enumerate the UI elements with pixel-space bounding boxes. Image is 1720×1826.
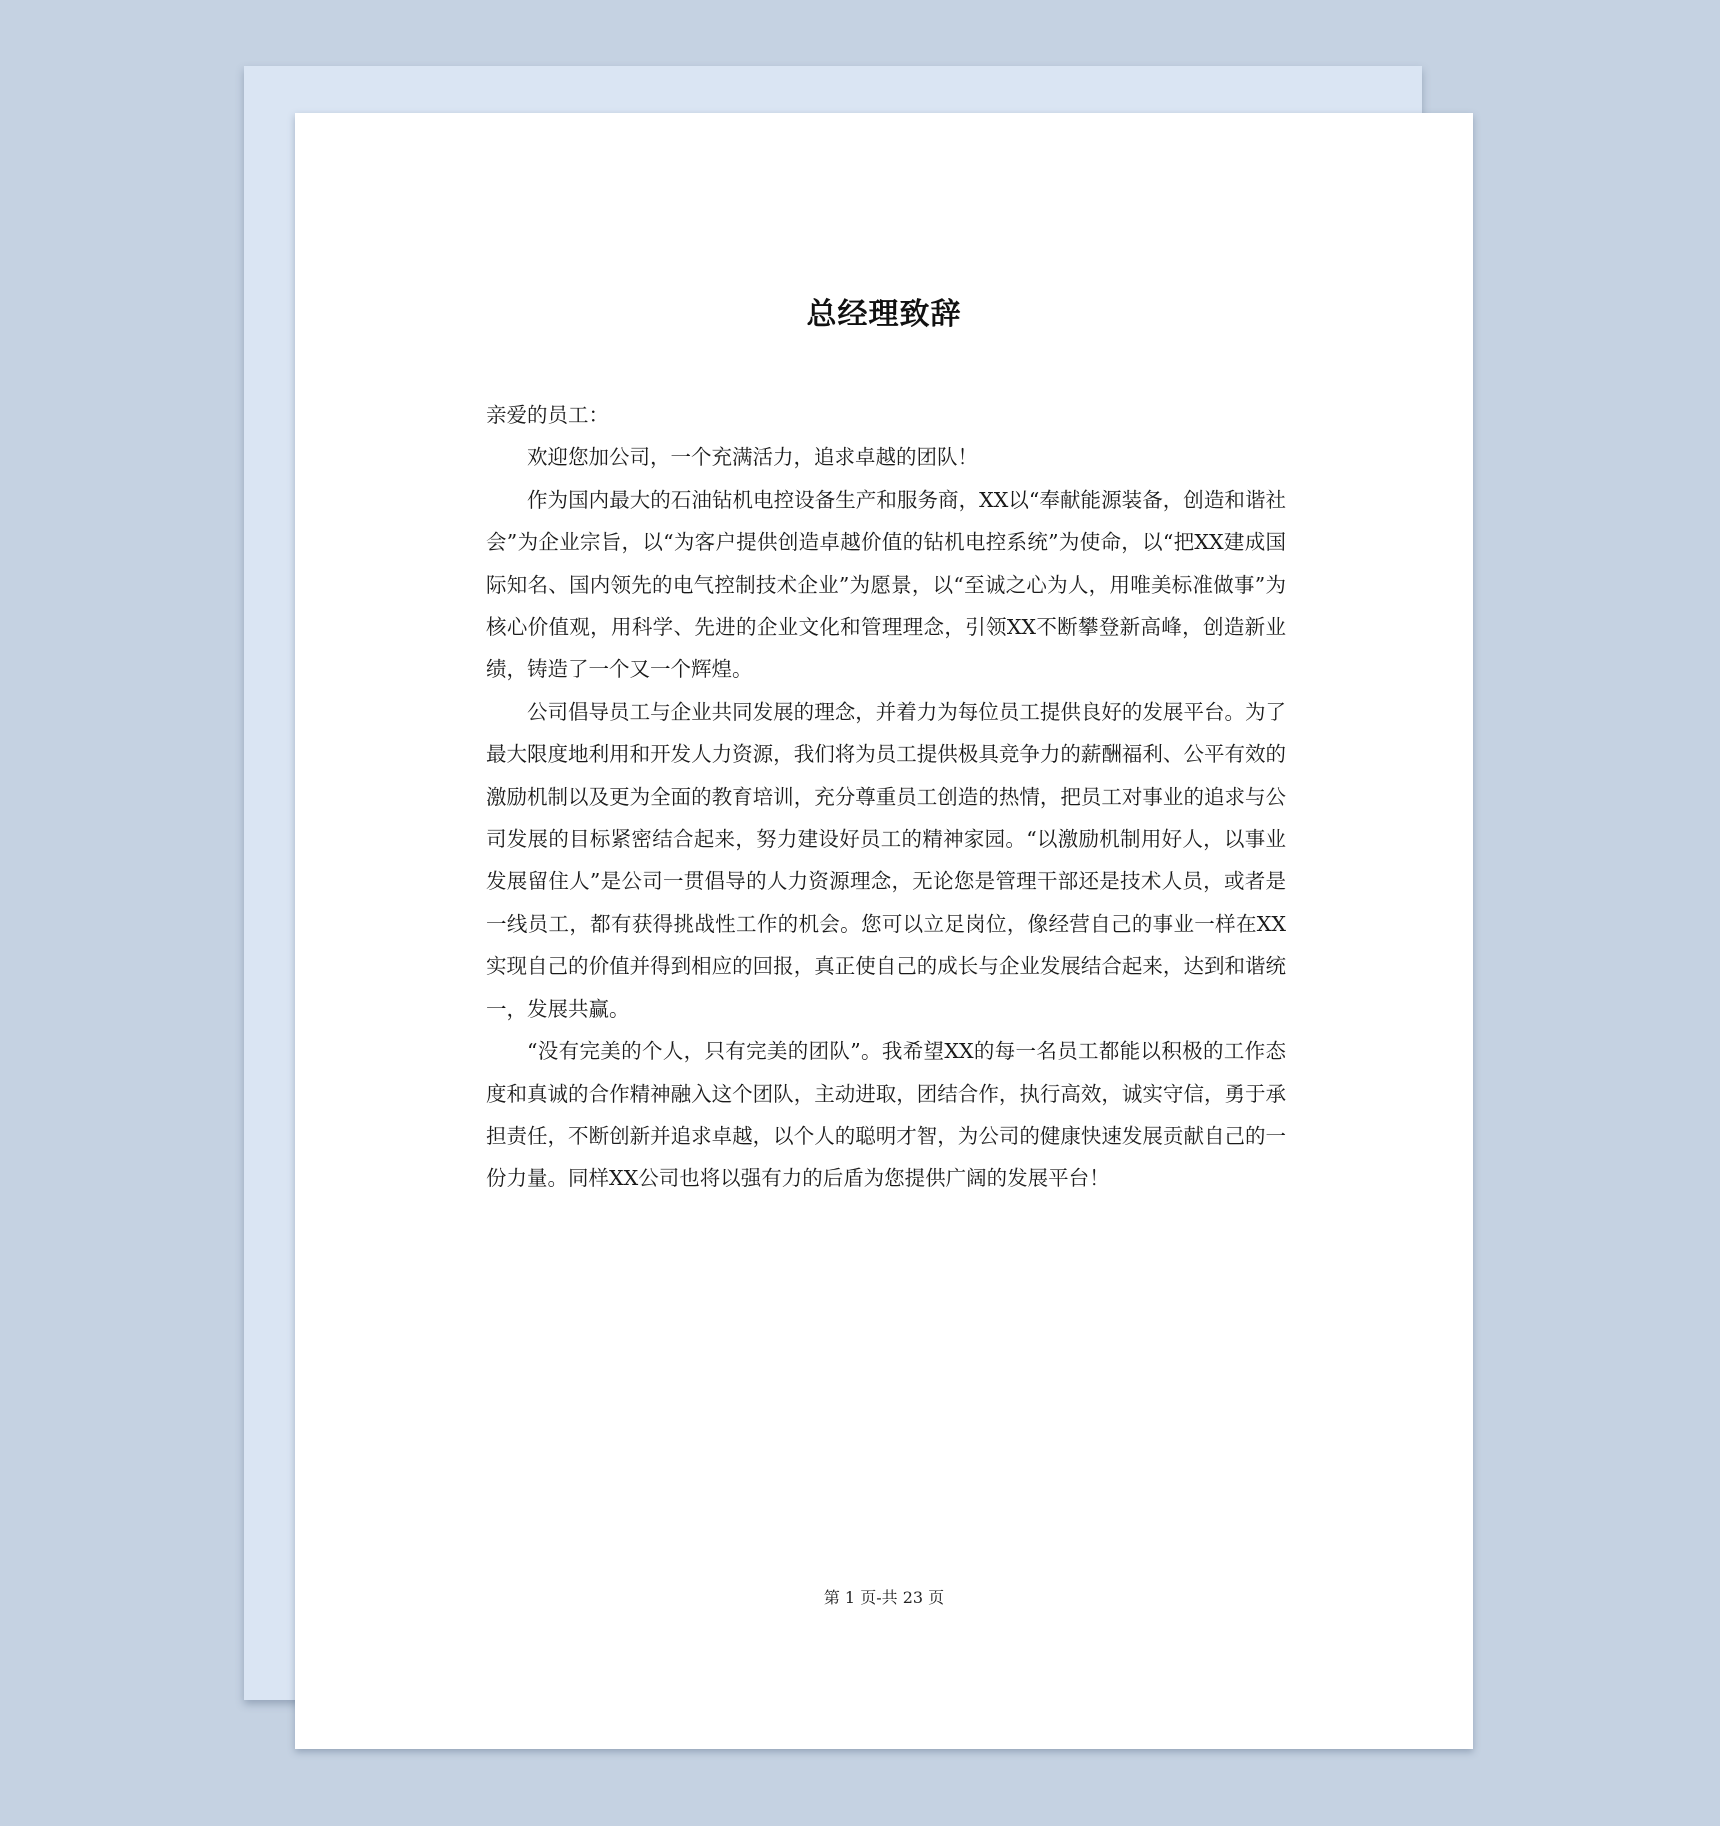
paragraph-team-spirit: “没有完美的个人，只有完美的团队”。我希望XX的每一名员工都能以积极的工作态度和真诚的合作精神融入这个团队，主动进取，团结合作，执行高效，诚实守信，勇于承担责任，不断创新并追求卓越，以个人的聪明才智，为公司的健康快速发展贡献自己的一份力量。同样XX公司也将以强有力的后盾为您提供广阔的发展平台！ [486, 1039, 1286, 1191]
paragraph-development: 公司倡导员工与企业共同发展的理念，并着力为每位员工提供良好的发展平台。为了最大限度地利用和开发人力资源，我们将为员工提供极具竞争力的薪酬福利、公平有效的激励机制以及更为全面的教育培训，充分尊重员工创造的热情，把员工对事业的追求与公司发展的目标紧密结合起来，努力建设好员工的精神家园。“以激励机制用好人，以事业发展留住人”是公司一贯倡导的人力资源理念，无论您是管理干部还是技术人员，或者是一线员工，都有获得挑战性工作的机会。您可以立足岗位，像经营自己的事业一样在XX实现自己的价值并得到相应的回报，真正使自己的成长与企业发展结合起来，达到和谐统一，发展共赢。 [486, 699, 1286, 1021]
page-number-footer: 第 1 页-共 23 页 [823, 1588, 945, 1607]
salutation: 亲爱的员工： [486, 403, 609, 427]
document-body [486, 394, 1286, 1200]
page-title: 总经理致辞 [806, 297, 962, 332]
paragraph-company-profile: 作为国内最大的石油钻机电控设备生产和服务商，XX以“奉献能源装备，创造和谐社会”为企业宗旨，以“为客户提供创造卓越价值的钻机电控系统”为使命，以“把XX建成国际知名、国内领先的电气控制技术企业”为愿景，以“至诚之心为人，用唯美标准做事”为核心价值观，用科学、先进的企业文化和管理理念，引领XX不断攀登新高峰，创造新业绩，铸造了一个又一个辉煌。 [486, 487, 1286, 682]
document-page [295, 113, 1473, 1749]
paragraph-welcome: 欢迎您加公司，一个充满活力，追求卓越的团队！ [527, 445, 978, 470]
